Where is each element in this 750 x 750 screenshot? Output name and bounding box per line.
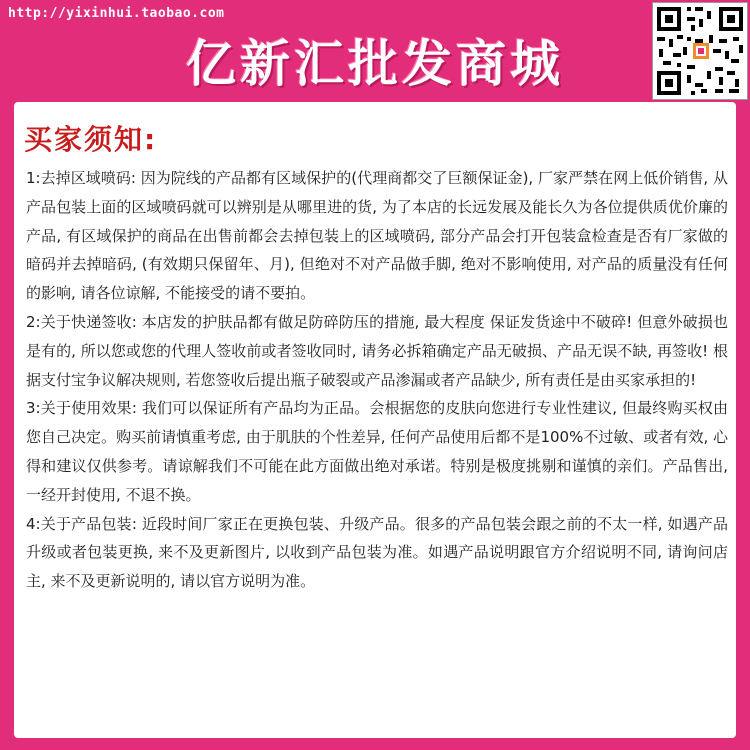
notice-item-1: 1:去掉区域喷码: 因为院线的产品都有区域保护的(代理商都交了巨额保证金), 厂家严禁在网上低价销售, 从产品包装上面的区域喷码就可以辨别是从哪里进的货, 为了本店的长远发展及能长久为各位提供质优价廉的产品, 有区域保护的商品在出售前都会去掉包装上的区域喷码, 部分产品会打开包装盒检查是否有厂家做的暗码并去掉暗码, (有效期只保留年、月), 但绝对不对产品做手脚, 绝对不影响使用, 对产品的质量没有任何的影响, 请各位谅解, 不能接受的请不要拍。 xyxy=(26,169,728,303)
notice-item-3: 3:关于使用效果: 我们可以保证所有产品均为正品。会根据您的皮肤向您进行专业性建议, 但最终购买权由您自己决定。购买前请慎重考虑, 由于肌肤的个性差异, 任何产品使用后都不是100%不过敏、或者有效, 心得和建议仅供参考。请谅解我们不可能在此方面做出绝对承诺。特别是极度挑剔和谨慎的亲们。产品售出, 一经开封使用, 不退不换。 xyxy=(26,399,728,504)
shop-url[interactable]: http://yixinhui.taobao.com xyxy=(8,6,225,21)
shop-title: 亿新汇批发商城 xyxy=(186,35,564,93)
notice-item-2: 2:关于快递签收: 本店发的护肤品都有做足防碎防压的措施, 最大程度 保证发货途中不破碎! 但意外破损也是有的, 所以您或您的代理人签收前或者签收同时, 请务必拆箱确定产品无破损、产品无误不缺, 再签收! 根据支付宝争议解决规则, 若您签收后提出瓶子破裂或产品渗漏或者产品缺少, 所有责任是由买家承担的! xyxy=(26,312,728,389)
notice-title: 买家须知: xyxy=(24,123,158,156)
notice-body xyxy=(26,164,728,596)
notice-item-4: 4:关于产品包装: 近段时间厂家正在更换包装、升级产品。很多的产品包装会跟之前的不太一样, 如遇产品升级或者包装更换, 来不及更新图片, 以收到产品包装为准。如遇产品说明跟官方介绍说明不同, 请询问店主, 来不及更新说明的, 请以官方说明为准。 xyxy=(26,514,728,591)
notice-panel xyxy=(14,102,736,738)
qr-code-icon xyxy=(652,2,748,100)
